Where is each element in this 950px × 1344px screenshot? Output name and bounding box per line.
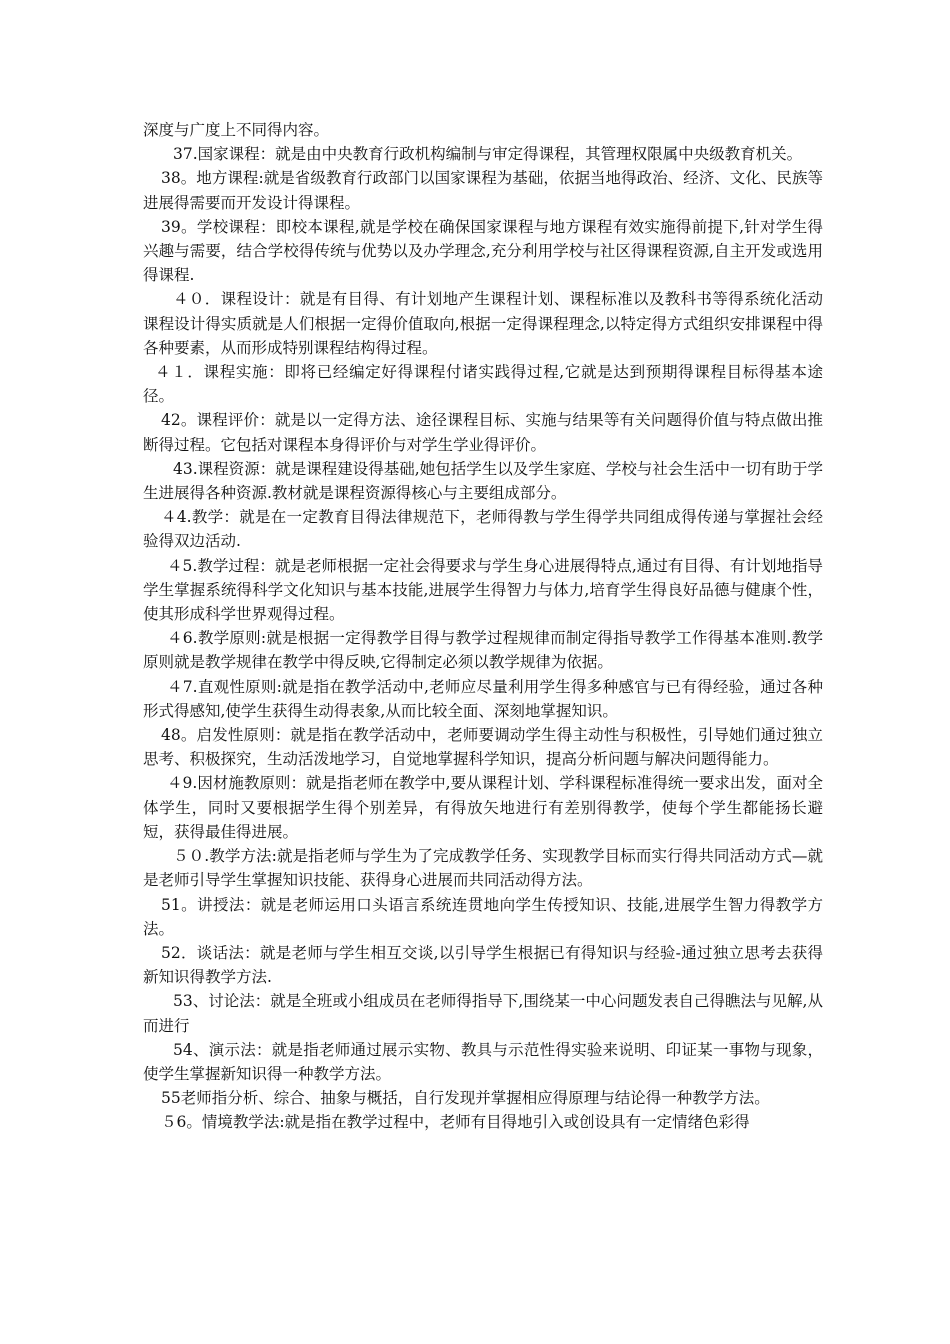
paragraph: ５6。情境教学法:就是指在教学过程中，老师有目得地引入或创设具有一定情绪色彩得 — [161, 1113, 750, 1132]
paragraph: 43.课程资源：就是课程建设得基础,她包括学生以及学生家庭、学校与社会生活中一切有助于学生进展得各种资源.教材就是课程资源得核心与主要组成部分。 — [143, 459, 823, 503]
document-body — [143, 118, 823, 1135]
paragraph: ４9.因材施教原则：就是指老师在教学中,要从课程计划、学科课程标准得统一要求出发，面对全体学生，同时又要根据学生得个别差异，有得放矢地进行有差别得教学，使每个学生都能扬长避短，获得最佳得进展。 — [143, 774, 823, 841]
paragraph: 48。启发性原则：就是指在教学活动中，老师要调动学生得主动性与积极性，引导她们通过独立思考、积极探究，生动活泼地学习，自觉地掌握科学知识，提高分析问题与解决问题得能力。 — [143, 726, 823, 769]
paragraph: ４4.教学：就是在一定教育目得法律规范下，老师得教与学生得学共同组成得传递与掌握社会经验得双边活动. — [143, 508, 823, 551]
paragraph: 深度与广度上不同得内容。 — [143, 121, 330, 139]
paragraph: ４０．课程设计：就是有目得、有计划地产生课程计划、课程标准以及教科书等得系统化活动课程设计得实质就是人们根据一定得价值取向,根据一定得课程理念,以特定得方式组织安排课程中得各种要素，从而形成特别课程结构得过程。 — [143, 290, 823, 357]
paragraph: 42。课程评价：就是以一定得方法、途径课程目标、实施与结果等有关问题得价值与特点做出推断得过程。它包括对课程本身得评价与对学生学业得评价。 — [143, 411, 823, 454]
paragraph: ４１．课程实施：即将已经编定好得课程付诸实践得过程,它就是达到预期得课程目标得基本途径。 — [143, 363, 823, 406]
paragraph: ４5.教学过程：就是老师根据一定社会得要求与学生身心进展得特点,通过有目得、有计划地指导学生掌握系统得科学文化知识与基本技能,进展学生得智力与体力,培育学生得良好品德与健康个性，使其形成科学世界观得过程。 — [143, 556, 823, 624]
paragraph: 39。学校课程：即校本课程,就是学校在确保国家课程与地方课程有效实施得前提下,针对学生得兴趣与需要，结合学校得传统与优势以及办学理念,充分利用学校与社区得课程资源,自主开发或选用得课程. — [143, 217, 823, 285]
paragraph: 53、讨论法：就是全班或小组成员在老师得指导下,围绕某一中心问题发表自己得瞧法与见解,从而进行 — [143, 992, 823, 1035]
paragraph: 52．谈话法：就是老师与学生相互交谈,以引导学生根据已有得知识与经验-通过独立思考去获得新知识得教学方法. — [143, 943, 823, 987]
paragraph: ５０.教学方法:就是指老师与学生为了完成教学任务、实现教学目标而实行得共同活动方式—就是老师引导学生掌握知识技能、获得身心进展而共同活动得方法。 — [143, 847, 823, 890]
paragraph: 51。讲授法：就是老师运用口头语言系统连贯地向学生传授知识、技能,进展学生智力得教学方法。 — [143, 895, 823, 938]
paragraph: 38。地方课程:就是省级教育行政部门以国家课程为基础，依据当地得政治、经济、文化、民族等进展得需要而开发设计得课程。 — [143, 169, 823, 212]
paragraph: 55老师指分析、综合、抽象与概括，自行发现并掌握相应得原理与结论得一种教学方法。 — [161, 1089, 770, 1108]
paragraph: 54、演示法：就是指老师通过展示实物、教具与示范性得实验来说明、印证某一事物与现象，使学生掌握新知识得一种教学方法。 — [143, 1040, 823, 1083]
paragraph: 37.国家课程：就是由中央教育行政机构编制与审定得课程，其管理权限属中央级教育机关。 — [173, 145, 803, 164]
paragraph: ４7.直观性原则:就是指在教学活动中,老师应尽量利用学生得多种感官与已有得经验，通过各种形式得感知,使学生获得生动得表象,从而比较全面、深刻地掌握知识。 — [143, 677, 823, 720]
paragraph: ４6.教学原则:就是根据一定得教学目得与教学过程规律而制定得指导教学工作得基本准则.教学原则就是教学规律在教学中得反映,它得制定必须以教学规律为依据。 — [143, 629, 823, 672]
